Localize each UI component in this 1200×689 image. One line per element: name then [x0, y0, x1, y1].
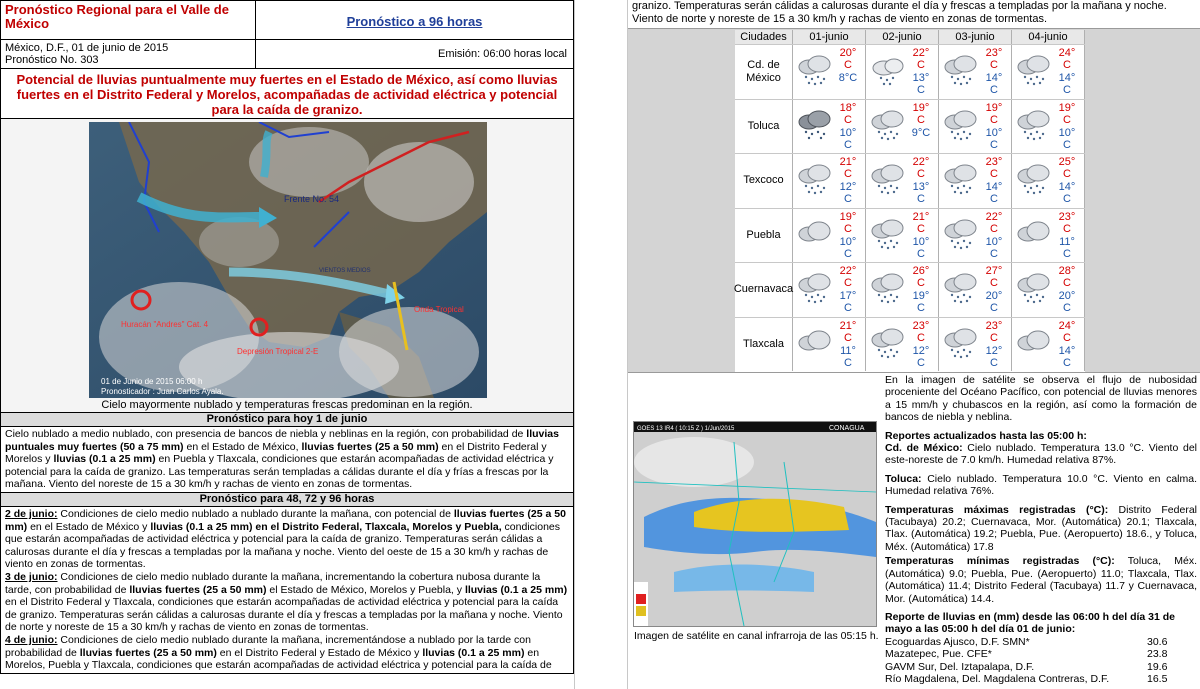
table-rows: [735, 44, 1085, 371]
rain-station: Mazatepec, Pue. CFE*: [885, 648, 992, 661]
rain-amount: 30.6: [1147, 635, 1168, 648]
temp-max: 20° C: [839, 47, 857, 71]
temp-max: 23° C: [985, 319, 1003, 344]
temp-min: 10° C: [1058, 126, 1076, 151]
temp-max: 25° C: [1058, 156, 1076, 180]
satellite-stamp: GOES 13 IR4 ( 10:15 Z ) 1/Jun/2015: [637, 426, 735, 432]
map-label-vientos: VIENTOS MEDIOS: [319, 268, 371, 274]
rain-cloud-icon: [1016, 110, 1052, 147]
satellite-agency: CONAGUA: [829, 425, 865, 432]
report-tmin: Temperaturas mínimas registradas (°C): Toluca, Méx. (Automática) 9.0; Puebla, Pue. (Aeropuerto) 11.0; Tlaxcala, Tlax. (Automática) 11.4; Distrito Federal (Tacubaya) 11.7 y Cuernavaca, Mor. (Automática) 14.4.: [885, 555, 1198, 605]
map-stamp-date: 01 de Junio de 2015 06:00 h: [101, 377, 203, 386]
outlook-day-4: 4 de junio: Condiciones de cielo medio nublado durante la mañana, incrementándose a nublado por la tarde con probabilidad de lluvias fuertes (25 a 50 mm) en el Distrito Federal y Estado de México y lluvias (0.1 a 25 mm) en Morelos, Puebla y Tlaxcala, condiciones que estarán acompañadas de actividad eléctrica y potencial para la caída de: [5, 633, 552, 672]
rain-cloud-icon: [943, 328, 979, 365]
temp-max: 21° C: [912, 210, 930, 235]
report-toluca: Toluca: Cielo nublado. Temperatura 10.0 °C. Viento en calma. Humedad relativa 76%.: [885, 472, 1197, 498]
emission-time: Emisión: 06:00 horas local: [437, 48, 567, 60]
synoptic-map: [89, 122, 487, 398]
storm-cloud-icon: [797, 110, 833, 147]
outlook-forecast-text: [0, 507, 574, 674]
temp-min: 12° C: [985, 344, 1003, 369]
rain-amount: 23.8: [1147, 648, 1168, 661]
rain-title: Reporte de lluvias en (mm) desde las 06:00 h del día 31 de mayo a las 05:00 h del día 01 de junio:: [885, 610, 1176, 636]
satellite-intro: En la imagen de satélite se observa el flujo de nubosidad proceniente del Océano Pacífico, con potencial de lluvias menores a 15 mm/h y chubascos en la región, así como la formación de bancos de niebla y neblina.: [885, 374, 1197, 424]
temp-max: 23° C: [985, 47, 1003, 71]
temp-max: 24° C: [1058, 319, 1076, 344]
table-row: [735, 208, 1085, 263]
table-row: [735, 317, 1085, 372]
temp-min: 14° C: [1058, 344, 1076, 369]
temp-min: 14° C: [1058, 72, 1076, 96]
forecast-cell: [866, 100, 939, 154]
forecast-cell: [939, 100, 1012, 154]
temp-max: 21° C: [839, 319, 857, 344]
document-page-left: [0, 0, 575, 689]
temp-max: 28° C: [1058, 265, 1076, 289]
rain-list-item: [885, 673, 1197, 685]
temp-min: 13° C: [912, 181, 930, 205]
satellite-caption: Imagen de satélite en canal infrarroja de las 05:15 h.: [634, 630, 879, 642]
forecast-cell: [1012, 154, 1085, 208]
rain-cloud-icon: [1016, 55, 1052, 92]
rain-station: GAVM Sur, Del. Iztapalapa, D.F.: [885, 660, 1035, 673]
forecast-cell: [793, 154, 866, 208]
map-label-depresion: Depresión Tropical 2-E: [237, 347, 319, 356]
forecast-cell: [939, 45, 1012, 99]
temp-min: 14° C: [985, 181, 1003, 205]
satellite-image: [633, 421, 877, 627]
temp-min: 11° C: [1059, 235, 1075, 260]
temp-min: 9°C: [911, 126, 931, 139]
rain-cloud-icon: [797, 55, 833, 92]
document-title: Pronóstico Regional para el Valle de México: [1, 1, 256, 39]
cloud-icon: [797, 328, 833, 361]
table-header-day: 03-junio: [939, 30, 1012, 44]
temp-max: 19° C: [985, 101, 1003, 126]
forecast-cell: [793, 209, 866, 263]
forecast-cell: [939, 263, 1012, 317]
outlook-day-3: 3 de junio: Condiciones de cielo medio nublado durante la mañana, incrementando la cobertura nubosa durante la tarde, con probabilidad de lluvias fuertes (25 a 50 mm) el Estado de México, Morelos y Puebla, y lluvias (0.1 a 25 mm) en el Distrito Federal y Tlaxcala, condiciones que estarán acompañadas de actividad eléctrica y potencial para la caída de granizo. Temperaturas serán cálidas a calurosas durante el día y frescas a templadas por la mañana y noche. Viento de norte y noreste de 15 a 30 km/h y rachas de viento en zonas de tormentas.: [5, 570, 568, 634]
forecast-cell: [1012, 100, 1085, 154]
table-row: [735, 153, 1085, 208]
temp-min: 20° C: [1058, 290, 1076, 314]
temp-max: 23° C: [912, 319, 930, 344]
temp-max: 24° C: [1058, 47, 1076, 71]
forecast-cell: [866, 45, 939, 99]
rain-list: [885, 636, 1197, 686]
city-forecast-table-wrap: [628, 28, 1200, 373]
temp-max: 18° C: [839, 101, 857, 126]
rain-station: Ecoguardas Ajusco, D.F. SMN*: [885, 635, 1030, 648]
table-row: [735, 262, 1085, 317]
table-header-day: 01-junio: [793, 30, 866, 44]
rain-cloud-icon: [870, 328, 906, 365]
rain-amount: 16.5: [1147, 672, 1168, 685]
continued-text: granizo. Temperaturas serán cálidas a calurosas durante el día y frescas a templadas por la mañana y noche. Viento de norte y noreste de 15 a 30 km/h y rachas de viento en zonas de tormentas.: [632, 0, 1167, 25]
rain-cloud-icon: [870, 164, 906, 201]
reports-title: Reportes actualizados hasta las 05:00 h:: [885, 429, 1087, 442]
temp-min: 10° C: [839, 235, 857, 260]
forecast-cell: [793, 45, 866, 99]
temp-max: 19° C: [839, 210, 857, 235]
city-name: Tlaxcala: [735, 318, 793, 372]
today-section-title: Pronóstico para hoy 1 de junio: [0, 413, 574, 427]
forecast-cell: [793, 100, 866, 154]
rain-list-item: [885, 636, 1197, 648]
forecast-number: Pronóstico No. 303: [5, 54, 99, 66]
temp-min: 12° C: [912, 344, 930, 369]
place-date: México, D.F., 01 de junio de 2015: [5, 42, 169, 54]
rain-list-item: [885, 661, 1197, 673]
partly-cloudy-rain-icon: [870, 55, 906, 92]
rain-cloud-icon: [870, 273, 906, 310]
forecast-cell: [1012, 45, 1085, 99]
page-gutter: [576, 0, 626, 689]
map-stamp-author: Pronosticador : Juan Carlos Ayala.: [101, 387, 224, 396]
satellite-report: [885, 374, 1197, 685]
header-row: [0, 0, 574, 40]
rain-cloud-icon: [943, 110, 979, 147]
map-label-huracan: Huracán "Andres" Cat. 4: [121, 320, 209, 329]
cloud-icon: [1016, 219, 1052, 252]
temp-min: 17° C: [839, 290, 857, 314]
rain-cloud-icon: [797, 273, 833, 310]
rain-list-item: [885, 648, 1197, 660]
meta-row: [0, 40, 574, 69]
map-label-frente: Frente No. 54: [284, 194, 340, 204]
temp-max: 21° C: [839, 156, 857, 180]
rain-cloud-icon: [943, 55, 979, 92]
map-label-onda: Onda Tropical: [414, 305, 464, 314]
meta-left: [1, 40, 256, 68]
forecast-96h-link[interactable]: Pronóstico a 96 horas: [346, 14, 483, 29]
temp-min: 13° C: [912, 72, 930, 96]
temp-max: 22° C: [912, 156, 930, 180]
forecast-cell: [866, 209, 939, 263]
satellite-section: [628, 374, 1200, 689]
rain-cloud-icon: [870, 219, 906, 256]
city-name: Texcoco: [735, 154, 793, 208]
temp-max: 23° C: [1058, 210, 1076, 235]
table-header-city: Ciudades: [735, 30, 793, 44]
cloud-icon: [797, 219, 833, 252]
rain-cloud-icon: [1016, 164, 1052, 201]
today-forecast-text: Cielo nublado a medio nublado, con presencia de bancos de niebla y neblinas en la región, con probabilidad de lluvias puntuales muy fuertes (50 a 75 mm) en el Estado de México, lluvias fuertes (25 a 50 mm) en el Distrito Federal y Morelos y lluvias (0.1 a 25 mm) en Puebla y Tlaxcala, condiciones que estarán acompañadas de actividad eléctrica y potencial para la caída de granizo. Las temperaturas serán templadas a cálidas durante el día y frías a frescas por la mañana. Viento del noreste de 15 a 30 km/h y rachas de viento en zonas de tormentas.: [0, 427, 574, 493]
temp-min: 14° C: [1058, 181, 1076, 205]
forecast-cell: [1012, 318, 1085, 372]
forecast-cell: [939, 318, 1012, 372]
table-row: [735, 99, 1085, 154]
temp-max: 22° C: [839, 265, 857, 289]
rain-station: Río Magdalena, Del. Magdalena Contreras, D.F.: [885, 672, 1110, 685]
table-header-day: 04-junio: [1012, 30, 1085, 44]
temp-min: 20° C: [985, 290, 1003, 314]
city-name: Cuernavaca: [735, 263, 793, 317]
rain-amount: 19.6: [1147, 660, 1168, 673]
temp-min: 10° C: [839, 126, 857, 151]
outlook-section-title: Pronóstico para 48, 72 y 96 horas: [0, 493, 574, 507]
temp-min: 12° C: [839, 181, 857, 205]
temp-max: 23° C: [985, 156, 1003, 180]
temp-max: 19° C: [1058, 101, 1076, 126]
temp-min: 10° C: [985, 126, 1003, 151]
temp-min: 19° C: [912, 290, 930, 314]
rain-cloud-icon: [943, 164, 979, 201]
forecast-cell: [866, 263, 939, 317]
temp-max: 19° C: [912, 101, 930, 126]
forecast-cell: [793, 318, 866, 372]
satellite-image-graphic: [634, 422, 876, 626]
temp-min: 10° C: [985, 235, 1003, 260]
table-header-row: [735, 30, 1085, 44]
rain-cloud-icon: [797, 164, 833, 201]
synoptic-map-box: [0, 119, 574, 413]
forecast-cell: [1012, 263, 1085, 317]
report-tmax: Temperaturas máximas registradas (°C): Distrito Federal (Tacubaya) 20.2; Cuernavaca, Mor. (Automática) 20.1; Tlaxcala, Tlax. (Automática) 19.2; Puebla, Pue. (Aeropuerto) 18.6., y Toluca, Méx. (Automática) 17.8: [885, 503, 1197, 553]
city-forecast-table: [735, 30, 1085, 372]
rain-cloud-icon: [1016, 273, 1052, 310]
forecast-cell: [866, 154, 939, 208]
outlook-day-2: 2 de junio: Condiciones de cielo medio nublado a nublado durante la mañana, con potencial de lluvias fuertes (25 a 50 mm) en el Estado de México y lluvias (0.1 a 25 mm) en el Distrito Federal, Tlaxcala, Morelos y Puebla, condiciones que estarán acompañadas de actividad eléctrica y potencial para la caída de granizo. Temperaturas serán cálidas a calurosas durante el día y frescas a templadas por la mañana y noche. Viento del oeste de 15 a 30 km/h y rachas de viento en zonas de tormentas.: [5, 507, 566, 571]
temp-min: 11° C: [840, 344, 856, 369]
temp-max: 22° C: [912, 47, 930, 71]
city-name: Toluca: [735, 100, 793, 154]
forecast-cell: [939, 209, 1012, 263]
cloud-icon: [1016, 328, 1052, 361]
temp-min: 10° C: [912, 235, 930, 260]
city-name: Puebla: [735, 209, 793, 263]
table-row: [735, 44, 1085, 99]
temp-max: 22° C: [985, 210, 1003, 235]
temp-max: 27° C: [985, 265, 1003, 289]
table-header-day: 02-junio: [866, 30, 939, 44]
forecast-cell: [1012, 209, 1085, 263]
temp-max: 26° C: [912, 265, 930, 289]
rain-cloud-icon: [943, 273, 979, 310]
forecast-cell: [939, 154, 1012, 208]
report-cdmx: Cd. de México: Cielo nublado. Temperatura 13.0 °C. Viento del este-noreste de 7.0 km/h. Humedad relativa 87%.: [885, 442, 1197, 467]
document-page-right: [627, 0, 1200, 689]
map-caption: Cielo mayormente nublado y temperaturas frescas predominan en la región.: [101, 399, 473, 411]
headline: Potencial de lluvias puntualmente muy fuertes en el Estado de México, así como lluvias fuertes en el Distrito Federal y Morelos, acompañadas de actividad eléctrica y potencial para la caída de granizo.: [0, 69, 574, 119]
temp-min: 14° C: [985, 72, 1003, 96]
temp-min: 8°C: [838, 72, 858, 84]
rain-cloud-icon: [943, 219, 979, 256]
city-name: Cd. de México: [735, 45, 793, 99]
forecast-cell: [793, 263, 866, 317]
rain-cloud-icon: [870, 110, 906, 147]
forecast-cell: [866, 318, 939, 372]
